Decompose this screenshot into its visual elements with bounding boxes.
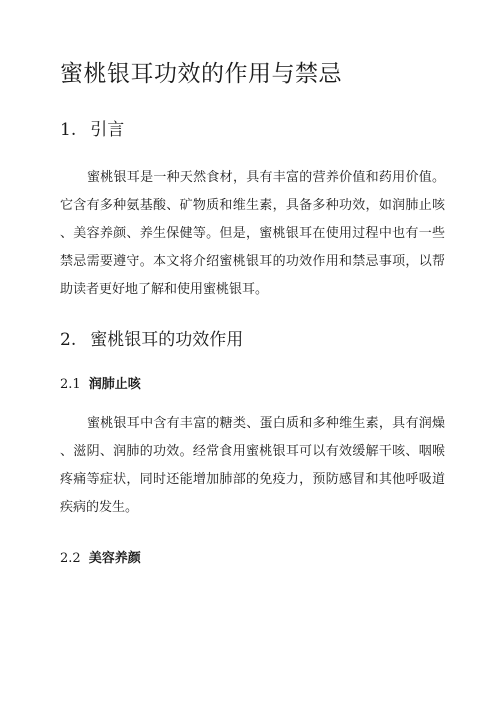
paragraph-line: 助读者更好地了解和使用蜜桃银耳。	[60, 282, 269, 297]
document-title: 蜜桃银耳功效的作用与禁忌	[60, 61, 342, 87]
section-title: 引言	[90, 120, 125, 140]
lung-paragraph	[60, 410, 445, 522]
subsection-title: 美容养颜	[88, 551, 141, 566]
section-number: 2.	[60, 330, 77, 350]
subsection-number: 2.2	[60, 551, 81, 566]
section-heading-intro	[60, 118, 124, 142]
paragraph-line: 禁忌需要遵守。本文将介绍蜜桃银耳的功效作用和禁忌事项，以帮	[60, 254, 445, 269]
subsection-number: 2.1	[60, 377, 81, 392]
paragraph-line: 疾病的发生。	[60, 500, 139, 515]
paragraph-line: 疼痛等症状，同时还能增加肺部的免疫力，预防感冒和其他呼吸道	[60, 472, 445, 487]
paragraph-line: 、滋阴、润肺的功效。经常食用蜜桃银耳可以有效缓解干咳、咽喉	[60, 444, 445, 459]
subsection-title: 润肺止咳	[88, 377, 141, 392]
section-number: 1.	[60, 120, 77, 140]
section-heading-effects	[60, 328, 243, 352]
paragraph-line: 蜜桃银耳是一种天然食材，具有丰富的营养价值和药用价值。	[87, 170, 445, 185]
subsection-heading-lung	[60, 375, 141, 395]
section-title: 蜜桃银耳的功效作用	[90, 330, 244, 350]
paragraph-line: 它含有多种氨基酸、矿物质和维生素，具备多种功效，如润肺止咳	[60, 198, 445, 213]
intro-paragraph	[60, 164, 445, 304]
subsection-heading-beauty	[60, 549, 141, 569]
paragraph-line: 蜜桃银耳中含有丰富的糖类、蛋白质和多种维生素，具有润燥	[87, 416, 445, 431]
paragraph-line: 、美容养颜、养生保健等。但是，蜜桃银耳在使用过程中也有一些	[60, 226, 445, 241]
